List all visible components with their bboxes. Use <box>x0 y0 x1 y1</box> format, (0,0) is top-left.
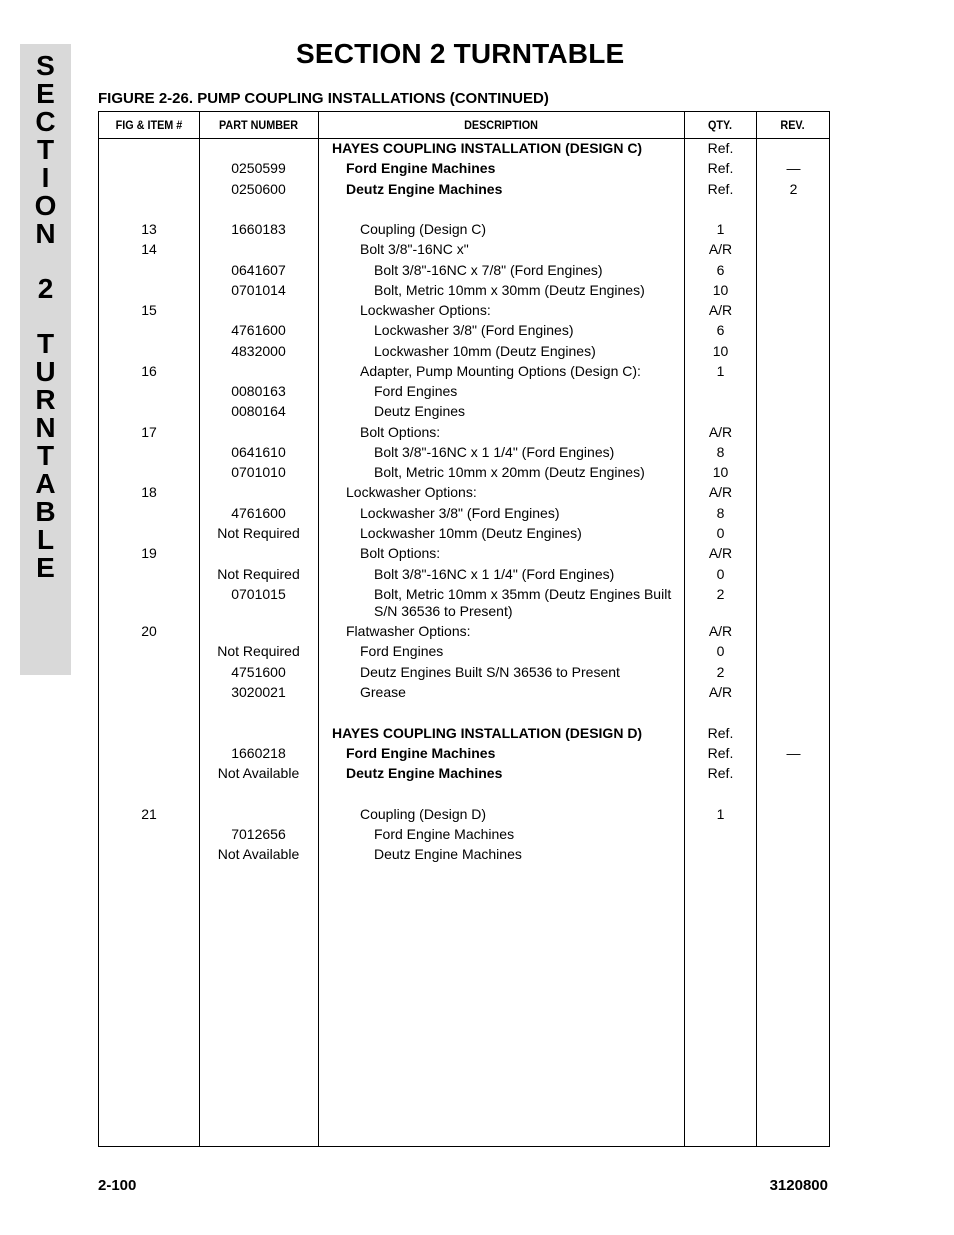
table-row <box>99 504 829 524</box>
table-row <box>99 382 829 402</box>
fig-item-cell: 15 <box>141 302 157 318</box>
side-tab-letter: E <box>36 78 55 109</box>
table-row <box>99 180 829 200</box>
description-cell: Bolt, Metric 10mm x 35mm (Deutz Engines Built S/N 36536 to Present) <box>374 586 672 619</box>
description-cell: Adapter, Pump Mounting Options (Design C): <box>360 363 641 379</box>
table-row <box>99 220 829 240</box>
part-number-cell: Not Available <box>217 846 300 862</box>
fig-item-cell: 14 <box>141 241 157 257</box>
qty-cell: 6 <box>716 262 725 278</box>
side-tab-letter: 2 <box>37 273 54 304</box>
part-number-cell: 0080163 <box>231 383 286 399</box>
qty-cell: 1 <box>716 221 725 237</box>
qty-cell: 2 <box>716 664 725 680</box>
fig-item-cell: 19 <box>141 545 157 561</box>
qty-cell: Ref. <box>707 140 734 156</box>
qty-cell: 10 <box>712 343 729 359</box>
side-tab-letter: T <box>36 440 55 471</box>
part-number-cell: 4832000 <box>231 343 286 359</box>
qty-cell: 10 <box>712 464 729 480</box>
qty-cell: 2 <box>716 586 725 602</box>
part-number-cell: 0250599 <box>231 160 286 176</box>
side-tab-letter: I <box>41 162 50 193</box>
side-tab-letters <box>20 52 71 582</box>
table-row <box>99 261 829 281</box>
qty-cell: 8 <box>716 505 725 521</box>
fig-item-cell: 18 <box>141 484 157 500</box>
fig-item-cell: 20 <box>141 623 157 639</box>
table-row <box>99 200 829 220</box>
qty-cell: Ref. <box>707 765 734 781</box>
description-cell: Grease <box>360 684 406 700</box>
description-cell: Coupling (Design D) <box>360 806 487 822</box>
part-number-cell: 0641610 <box>231 444 286 460</box>
qty-cell: A/R <box>708 623 733 639</box>
table-row <box>99 784 829 805</box>
description-cell: Ford Engine Machines <box>346 160 496 176</box>
side-tab-letter: B <box>35 496 56 527</box>
table-row <box>99 744 829 764</box>
description-cell: Deutz Engines Built S/N 36536 to Present <box>360 664 620 680</box>
table-row <box>99 139 829 159</box>
table-row <box>99 724 829 744</box>
part-number-cell: 3020021 <box>231 684 286 700</box>
table-row <box>99 565 829 585</box>
description-cell: Bolt 3/8"-16NC x 1 1/4" (Ford Engines) <box>374 444 615 460</box>
document-number: 3120800 <box>769 1177 828 1194</box>
table-row <box>99 159 829 180</box>
table-row <box>99 663 829 683</box>
table-row <box>99 321 829 342</box>
side-tab-letter: N <box>35 412 56 443</box>
rev-cell: — <box>786 745 801 761</box>
qty-cell: Ref. <box>707 181 734 197</box>
qty-cell: Ref. <box>707 725 734 741</box>
description-cell: Ford Engine Machines <box>346 745 496 761</box>
description-cell: HAYES COUPLING INSTALLATION (DESIGN D) <box>332 725 643 741</box>
table-row <box>99 423 829 443</box>
description-cell: Lockwasher 10mm (Deutz Engines) <box>360 525 582 541</box>
description-cell: Deutz Engines <box>374 403 466 419</box>
part-number-cell: Not Required <box>217 566 300 582</box>
part-number-cell: Not Required <box>217 525 300 541</box>
table-row <box>99 544 829 565</box>
description-cell: HAYES COUPLING INSTALLATION (DESIGN C) <box>332 140 643 156</box>
page-number: 2-100 <box>98 1177 137 1194</box>
part-number-cell: 0701015 <box>231 586 286 602</box>
qty-cell: 0 <box>716 643 725 659</box>
qty-cell: A/R <box>708 684 733 700</box>
fig-item-cell: 17 <box>141 424 157 440</box>
table-row <box>99 825 829 845</box>
table-row <box>99 805 829 825</box>
column-header-description: DESCRIPTION <box>464 118 538 132</box>
fig-item-cell: 13 <box>141 221 157 237</box>
part-number-cell: 1660183 <box>231 221 286 237</box>
description-cell: Bolt 3/8"-16NC x 1 1/4" (Ford Engines) <box>374 566 615 582</box>
description-cell: Bolt Options: <box>360 424 441 440</box>
table-row <box>99 524 829 544</box>
table-row <box>99 845 829 865</box>
description-cell: Ford Engines <box>374 383 458 399</box>
side-tab-letter <box>20 303 71 330</box>
description-cell: Bolt Options: <box>360 545 441 561</box>
qty-cell: 1 <box>716 806 725 822</box>
qty-cell: A/R <box>708 545 733 561</box>
column-header-rev: REV. <box>780 118 805 132</box>
part-number-cell: 4761600 <box>231 505 286 521</box>
table-row <box>99 463 829 483</box>
description-cell: Bolt 3/8"-16NC x 7/8" (Ford Engines) <box>374 262 603 278</box>
qty-cell: Ref. <box>707 160 734 176</box>
description-cell: Ford Engines <box>360 643 444 659</box>
side-tab-letter: T <box>36 328 55 359</box>
part-number-cell: 4761600 <box>231 322 286 338</box>
table-row <box>99 281 829 301</box>
description-cell: Deutz Engine Machines <box>346 181 503 197</box>
side-tab-letter: L <box>36 524 55 555</box>
table-row <box>99 301 829 321</box>
side-tab-letter: N <box>35 218 56 249</box>
description-cell: Lockwasher Options: <box>346 484 477 500</box>
column-header-part-number: PART NUMBER <box>218 118 299 132</box>
part-number-cell: Not Available <box>217 765 300 781</box>
description-cell: Deutz Engine Machines <box>374 846 522 862</box>
table-row <box>99 585 829 622</box>
table-row <box>99 402 829 423</box>
qty-cell: Ref. <box>707 745 734 761</box>
part-number-cell: 7012656 <box>231 826 286 842</box>
description-cell: Ford Engine Machines <box>374 826 515 842</box>
qty-cell: 8 <box>716 444 725 460</box>
side-tab-letter: U <box>35 356 56 387</box>
description-cell: Bolt 3/8"-16NC x" <box>360 241 469 257</box>
table-row <box>99 240 829 261</box>
table-row <box>99 703 829 724</box>
description-cell: Flatwasher Options: <box>346 623 471 639</box>
description-cell: Lockwasher 10mm (Deutz Engines) <box>374 343 596 359</box>
description-cell: Bolt, Metric 10mm x 30mm (Deutz Engines) <box>374 282 645 298</box>
part-number-cell: 0250600 <box>231 181 286 197</box>
table-row <box>99 764 829 784</box>
figure-title: FIGURE 2-26. PUMP COUPLING INSTALLATIONS (CONTINUED) <box>98 90 549 107</box>
qty-cell: A/R <box>708 302 733 318</box>
side-tab-letter: S <box>36 50 55 81</box>
table-row <box>99 642 829 663</box>
description-cell: Lockwasher Options: <box>360 302 491 318</box>
description-cell: Lockwasher 3/8" (Ford Engines) <box>374 322 574 338</box>
qty-cell: A/R <box>708 424 733 440</box>
table-row <box>99 483 829 504</box>
rev-cell: — <box>786 160 801 176</box>
qty-cell: 0 <box>716 566 725 582</box>
part-number-cell: 0080164 <box>231 403 286 419</box>
part-number-cell: 0701010 <box>231 464 286 480</box>
section-side-tab <box>20 44 71 675</box>
qty-cell: 6 <box>716 322 725 338</box>
part-number-cell: 4751600 <box>231 664 286 680</box>
side-tab-letter <box>20 248 71 275</box>
part-number-cell: 0701014 <box>231 282 286 298</box>
table-row <box>99 622 829 642</box>
part-number-cell: 0641607 <box>231 262 286 278</box>
description-cell: Bolt, Metric 10mm x 20mm (Deutz Engines) <box>374 464 645 480</box>
part-number-cell: Not Required <box>217 643 300 659</box>
fig-item-cell: 21 <box>141 806 157 822</box>
side-tab-letter: R <box>35 384 56 415</box>
table-row <box>99 362 829 382</box>
description-cell: Deutz Engine Machines <box>346 765 503 781</box>
side-tab-letter: O <box>34 190 57 221</box>
side-tab-letter: A <box>35 468 56 499</box>
qty-cell: 10 <box>712 282 729 298</box>
side-tab-letter: C <box>35 106 56 137</box>
description-cell: Coupling (Design C) <box>360 221 487 237</box>
qty-cell: 1 <box>716 363 725 379</box>
part-number-cell: 1660218 <box>231 745 286 761</box>
section-title: SECTION 2 TURNTABLE <box>296 38 625 69</box>
table-row <box>99 443 829 463</box>
fig-item-cell: 16 <box>141 363 157 379</box>
table-body <box>99 139 829 865</box>
parts-table <box>98 111 830 1147</box>
qty-cell: A/R <box>708 484 733 500</box>
column-header-qty: QTY. <box>707 118 732 132</box>
qty-cell: A/R <box>708 241 733 257</box>
column-header-fig: FIG & ITEM # <box>115 118 183 132</box>
table-row <box>99 342 829 362</box>
side-tab-letter: T <box>36 134 55 165</box>
rev-cell: 2 <box>789 181 798 197</box>
qty-cell: 0 <box>716 525 725 541</box>
table-row <box>99 683 829 703</box>
description-cell: Lockwasher 3/8" (Ford Engines) <box>360 505 560 521</box>
side-tab-letter: E <box>36 552 55 583</box>
